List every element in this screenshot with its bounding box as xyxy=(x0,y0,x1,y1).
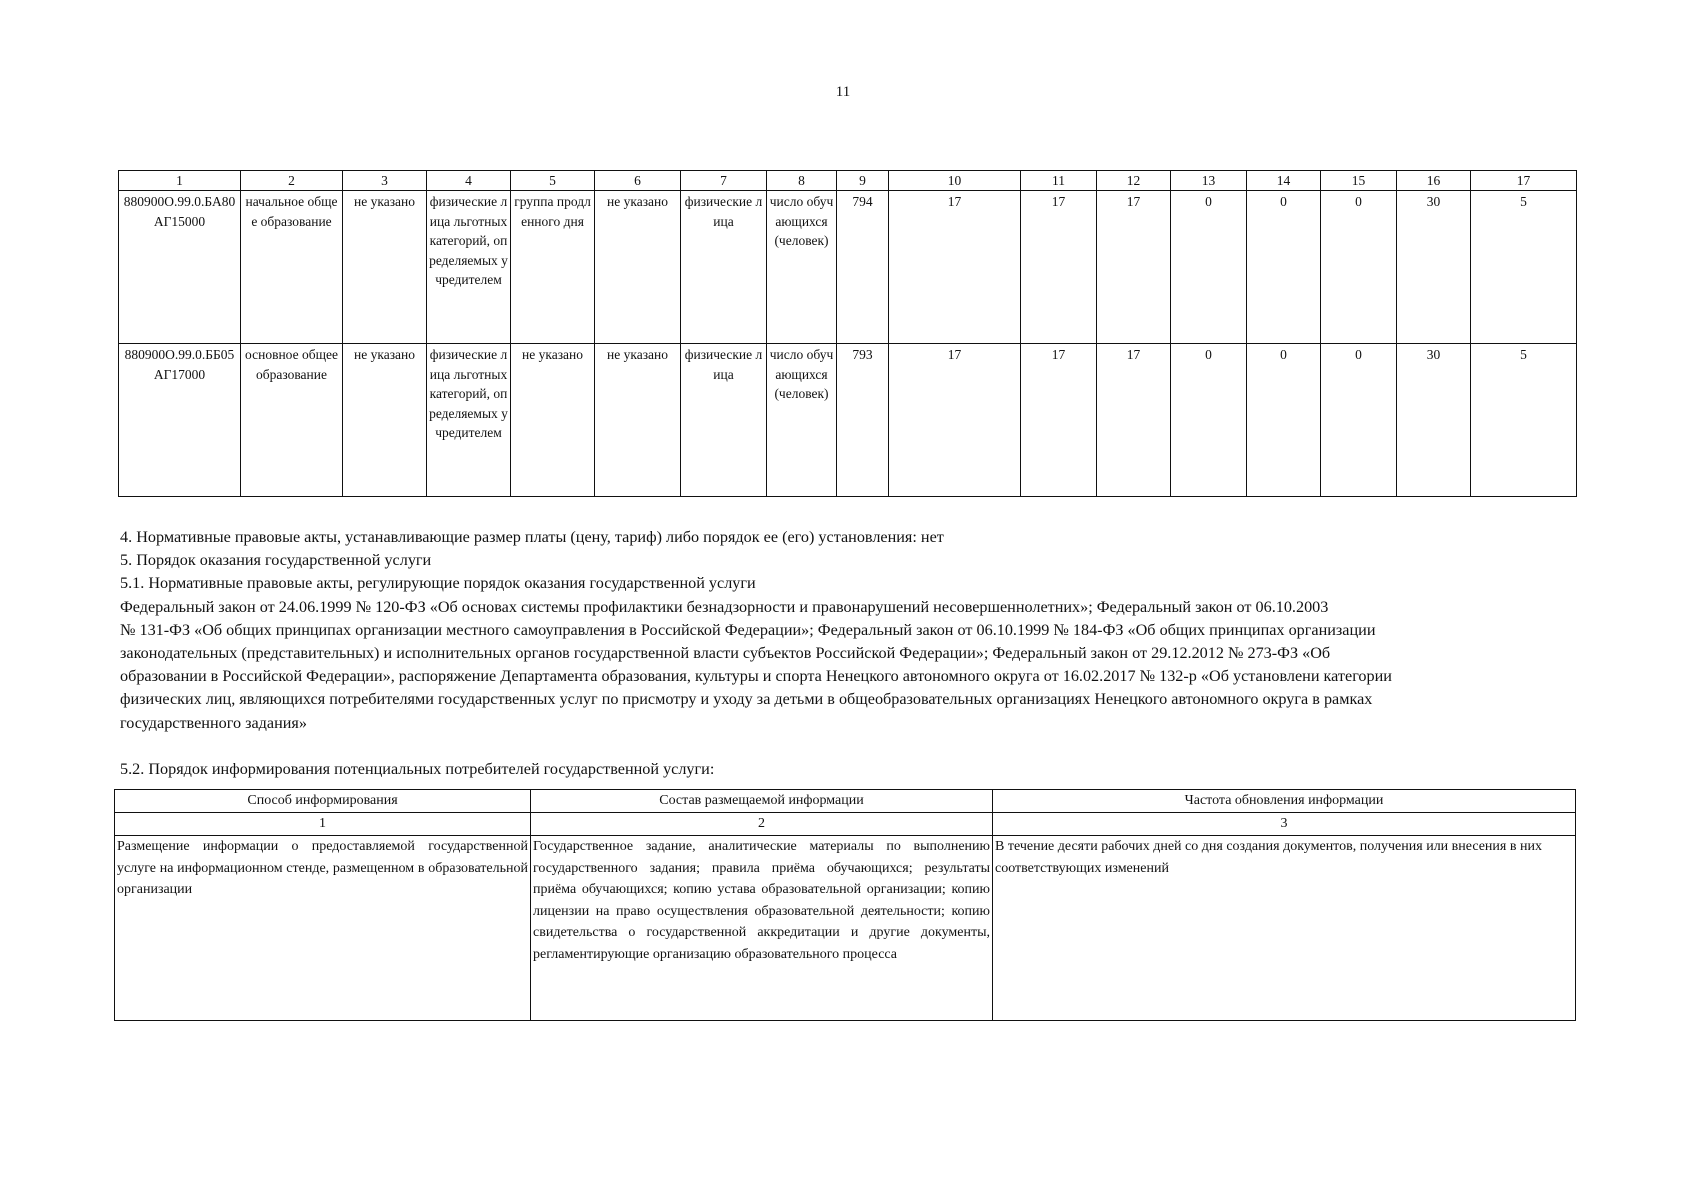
informing-method-cell: Размещение информации о предоставляемой государственной услуге на информационном стенде, размещенном в образовательной организации xyxy=(115,836,531,1021)
page-number: 11 xyxy=(835,84,851,100)
update-frequency-cell: В течение десяти рабочих дней со дня создания документов, получения или внесения в них соответствующих изменений xyxy=(993,836,1576,1021)
table-cell: не указано xyxy=(511,344,595,497)
column-numbers-row xyxy=(115,813,1576,836)
column-number: 9 xyxy=(837,171,889,191)
column-number: 5 xyxy=(511,171,595,191)
table-cell: 5 xyxy=(1471,191,1577,344)
table-cell: не указано xyxy=(595,191,681,344)
table-cell: физические лица льготных категорий, определяемых учредителем xyxy=(427,344,511,497)
column-number: 8 xyxy=(767,171,837,191)
table-cell: число обучающихся (человек) xyxy=(767,191,837,344)
table-cell: 17 xyxy=(1021,344,1097,497)
column-number: 6 xyxy=(595,171,681,191)
table-row xyxy=(119,344,1577,497)
section-4-paragraph: 4. Нормативные правовые акты, устанавливающие размер платы (цену, тариф) либо порядок ее (его) установления: нет xyxy=(120,528,944,546)
laws-line: Федеральный закон от 24.06.1999 № 120-ФЗ «Об основах системы профилактики безнадзорности и правонарушений несовершеннолетних»; Федеральный закон от 06.10.2003 xyxy=(120,597,1329,616)
table-cell: 30 xyxy=(1397,191,1471,344)
column-header: Способ информирования xyxy=(115,790,531,813)
column-number: 10 xyxy=(889,171,1021,191)
table-cell: 17 xyxy=(1097,344,1171,497)
section-5-1-heading: 5.1. Нормативные правовые акты, регулирующие порядок оказания государственной услуги xyxy=(120,574,756,593)
table-row xyxy=(115,836,1576,1021)
table-cell: 0 xyxy=(1247,191,1321,344)
column-number: 17 xyxy=(1471,171,1577,191)
table-row xyxy=(119,191,1577,344)
column-number: 11 xyxy=(1021,171,1097,191)
column-number: 14 xyxy=(1247,171,1321,191)
column-number: 2 xyxy=(531,813,993,836)
table-cell: 0 xyxy=(1171,344,1247,497)
column-number: 2 xyxy=(241,171,343,191)
column-number: 3 xyxy=(993,813,1576,836)
column-header: Частота обновления информации xyxy=(993,790,1576,813)
table-cell: физические лица xyxy=(681,191,767,344)
table-cell: 17 xyxy=(889,344,1021,497)
table-cell: 17 xyxy=(1097,191,1171,344)
table-cell: физические лица xyxy=(681,344,767,497)
table-cell: физические лица льготных категорий, определяемых учредителем xyxy=(427,191,511,344)
laws-line: государственного задания» xyxy=(120,713,307,732)
column-numbers-row xyxy=(119,171,1577,191)
column-header: Состав размещаемой информации xyxy=(531,790,993,813)
column-number: 16 xyxy=(1397,171,1471,191)
table-cell: 30 xyxy=(1397,344,1471,497)
column-number: 4 xyxy=(427,171,511,191)
table-cell: основное общее образование xyxy=(241,344,343,497)
indicators-table xyxy=(118,170,1577,497)
column-number: 1 xyxy=(115,813,531,836)
table-cell: 17 xyxy=(1021,191,1097,344)
column-number: 7 xyxy=(681,171,767,191)
column-number: 15 xyxy=(1321,171,1397,191)
informing-content-cell: Государственное задание, аналитические материалы по выполнению государственного задания; правила приёма обучающихся; результаты приёма обучающихся; копию устава образовательной организации; копию лицензии на право осуществления образовательной деятельности; копию свидетельства о государственной аккредитации и другие документы, регламентирующие организацию образовательного процесса xyxy=(531,836,993,1021)
column-number: 12 xyxy=(1097,171,1171,191)
table-cell: начальное общее образование xyxy=(241,191,343,344)
table-cell: 0 xyxy=(1247,344,1321,497)
laws-line: физических лиц, являющихся потребителями государственных услуг по присмотру и уходу за детьми в общеобразовательных организациях Ненецкого автономного округа в рамках xyxy=(120,690,1373,709)
legal-text-block xyxy=(120,526,1580,735)
column-number: 13 xyxy=(1171,171,1247,191)
table-cell: 793 xyxy=(837,344,889,497)
table-cell: 0 xyxy=(1171,191,1247,344)
registry-code-cell: 880900О.99.0.ББ05АГ17000 xyxy=(119,344,241,497)
registry-code-cell: 880900О.99.0.БА80АГ15000 xyxy=(119,191,241,344)
table-cell: не указано xyxy=(343,344,427,497)
table-cell: 0 xyxy=(1321,344,1397,497)
table-cell: 5 xyxy=(1471,344,1577,497)
table-cell: 0 xyxy=(1321,191,1397,344)
table-cell: не указано xyxy=(595,344,681,497)
table-cell: не указано xyxy=(343,191,427,344)
header-row xyxy=(115,790,1576,813)
table-cell: число обучающихся (человек) xyxy=(767,344,837,497)
table-cell: группа продленного дня xyxy=(511,191,595,344)
section-5-heading: 5. Порядок оказания государственной услуги xyxy=(120,551,432,570)
informing-table xyxy=(114,789,1576,1021)
column-number: 1 xyxy=(119,171,241,191)
section-5-2-heading: 5.2. Порядок информирования потенциальных потребителей государственной услуги: xyxy=(120,760,715,778)
column-number: 3 xyxy=(343,171,427,191)
table-cell: 17 xyxy=(889,191,1021,344)
laws-line: № 131-ФЗ «Об общих принципах организации местного самоуправления в Российской Федерации»; Федеральный закон от 06.10.1999 № 184-ФЗ «Об общих принципах организации xyxy=(120,620,1376,639)
laws-line: образовании в Российской Федерации», распоряжение Департамента образования, культуры и спорта Ненецкого автономного округа от 16.02.2017 № 132-р «Об установлени категории xyxy=(120,667,1392,686)
table-cell: 794 xyxy=(837,191,889,344)
laws-line: законодательных (представительных) и исполнительных органов государственной власти субъектов Российской Федерации»; Федеральный закон от 29.12.2012 № 273-ФЗ «Об xyxy=(120,644,1331,663)
